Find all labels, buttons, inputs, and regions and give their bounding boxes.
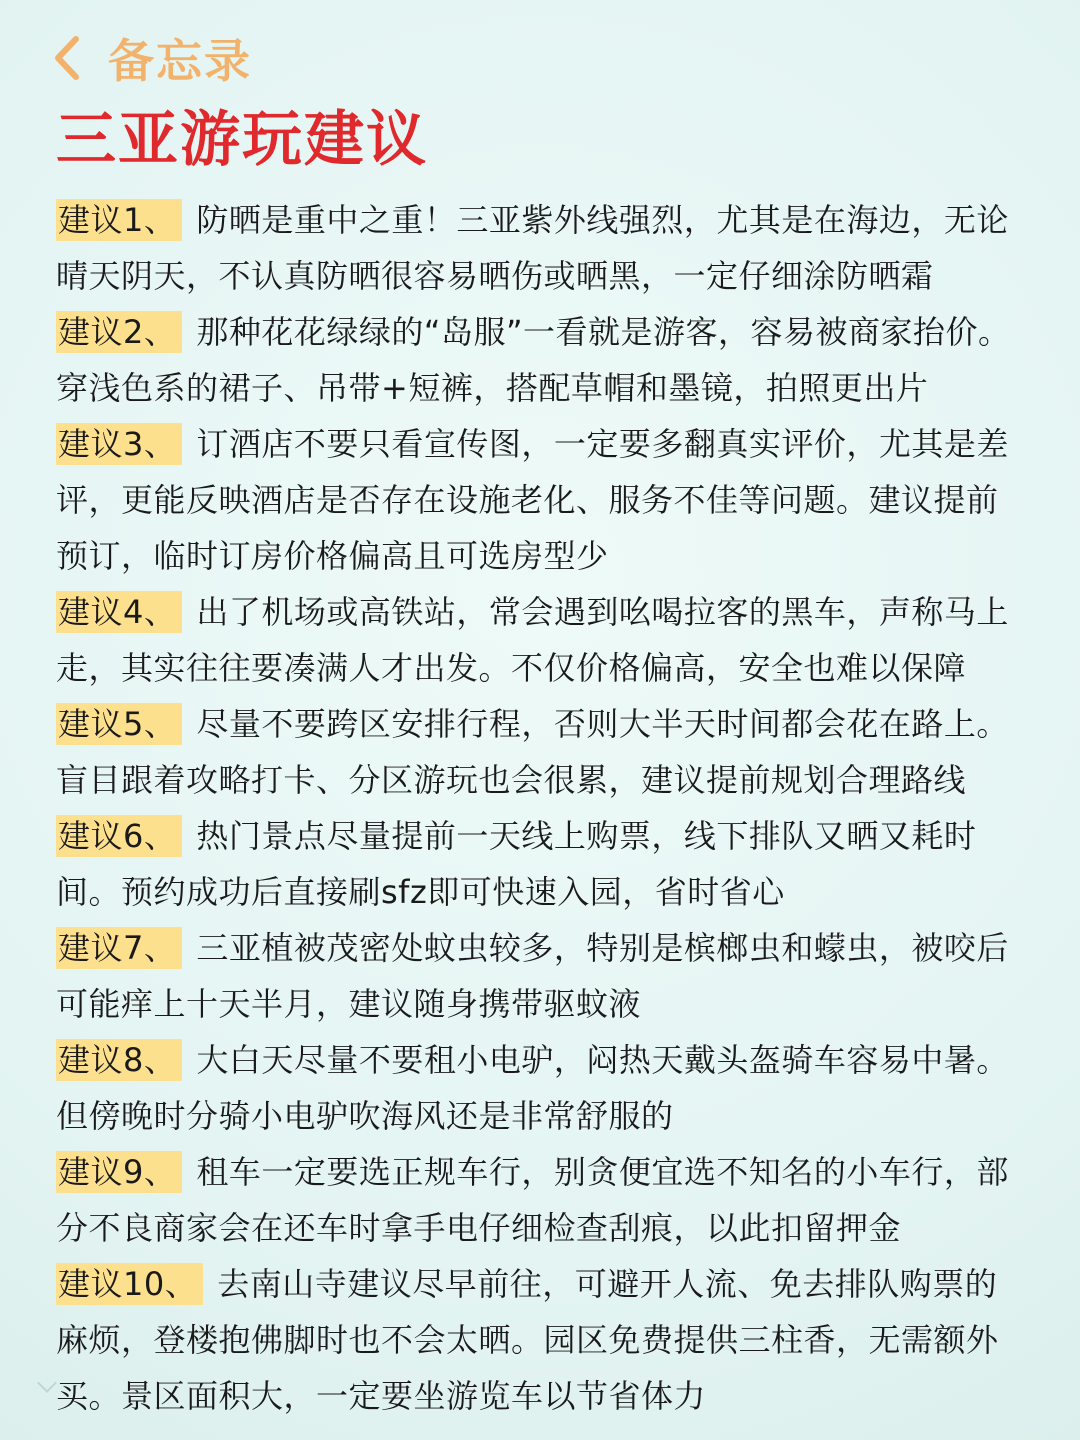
chevron-left-icon[interactable] [52,28,88,88]
tips-list [56,192,1028,1424]
tip-label: 建议2、 [56,311,182,353]
back-button-label[interactable]: 备忘录 [108,34,252,88]
tip-text: 租车一定要选正规车行，别贪便宜选不知名的小车行，部分不良商家会在还车时拿手电仔细检查刮痕，以此扣留押金 [56,1153,1009,1247]
tip-item [56,1256,1028,1424]
tip-label: 建议8、 [56,1039,182,1081]
tip-text: 大白天尽量不要租小电驴，闷热天戴头盔骑车容易中暑。但傍晚时分骑小电驴吹海风还是非常舒服的 [56,1041,1009,1135]
tip-item [56,192,1028,304]
tip-text: 三亚植被茂密处蚊虫较多，特别是槟榔虫和蠓虫，被咬后可能痒上十天半月，建议随身携带驱蚊液 [56,929,1009,1023]
tip-label: 建议1、 [56,199,182,241]
tip-text: 订酒店不要只看宣传图，一定要多翻真实评价，尤其是差评，更能反映酒店是否存在设施老化、服务不佳等问题。建议提前预订，临时订房价格偏高且可选房型少 [56,425,1009,575]
tip-item [56,696,1028,808]
tip-text: 尽量不要跨区安排行程，否则大半天时间都会花在路上。盲目跟着攻略打卡、分区游玩也会很累，建议提前规划合理路线 [56,705,1009,799]
tip-text: 那种花花绿绿的“岛服”一看就是游客，容易被商家抬价。穿浅色系的裙子、吊带+短裤，搭配草帽和墨镜，拍照更出片 [56,313,1011,407]
tip-item [56,1144,1028,1256]
tip-label: 建议4、 [56,591,182,633]
tip-label: 建议6、 [56,815,182,857]
tip-label: 建议7、 [56,927,182,969]
tip-item [56,920,1028,1032]
tip-label: 建议9、 [56,1151,182,1193]
tip-item [56,1032,1028,1144]
decorative-mark-icon [37,1373,57,1393]
tip-text: 去南山寺建议尽早前往，可避开人流、免去排队购票的麻烦，登楼抱佛脚时也不会太晒。园区免费提供三柱香，无需额外买。景区面积大，一定要坐游览车以节省体力 [56,1265,999,1415]
tip-item [56,584,1028,696]
nav-bar [52,26,252,90]
tip-item [56,304,1028,416]
tip-item [56,808,1028,920]
tip-label: 建议5、 [56,703,182,745]
tip-text: 出了机场或高铁站，常会遇到吆喝拉客的黑车，声称马上走，其实往往要凑满人才出发。不仅价格偏高，安全也难以保障 [56,593,1009,687]
tip-item [56,416,1028,584]
tip-text: 热门景点尽量提前一天线上购票，线下排队又晒又耗时间。预约成功后直接刷sfz即可快速入园，省时省心 [56,817,977,911]
tip-label: 建议10、 [56,1263,203,1305]
tip-label: 建议3、 [56,423,182,465]
tip-text: 防晒是重中之重！三亚紫外线强烈，尤其是在海边，无论晴天阴天，不认真防晒很容易晒伤或晒黑，一定仔细涂防晒霜 [56,201,1009,295]
page-title: 三亚游玩建议 [56,105,428,175]
